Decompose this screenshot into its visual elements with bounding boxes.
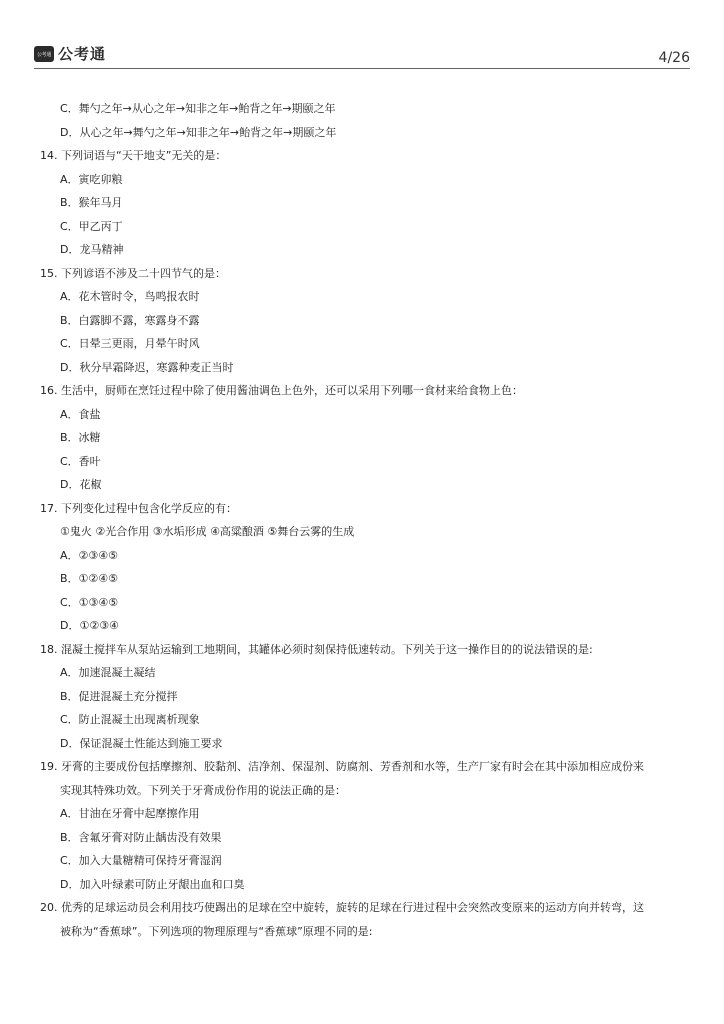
answer-option: B．白露脚不露，寒露身不露 [60,313,200,327]
answer-option: C．加入大量糖精可保持牙膏湿润 [60,854,222,867]
question-stem: 16. 生活中，厨师在烹饪过程中除了使用酱油调色上色外，还可以采用下列哪一食材来给食物上色： [40,384,523,397]
answer-option: A．食盐 [60,407,101,421]
answer-option: A．②③④⑤ [60,548,118,562]
question-stem: 18. 混凝土搅拌车从泵站运输到工地期间，其罐体必须时刻保持低速转动。下列关于这一操作目的的说法错误的是: [40,642,593,656]
page-number: 4/26 [658,50,690,66]
page-header [34,44,690,68]
answer-option: D．龙马精神 [60,243,124,256]
answer-option: C．日晕三更雨，月晕午时风 [60,337,200,350]
answer-option: D．花椒 [60,478,102,491]
header-divider [34,68,690,69]
brand-name: 公考通 [58,45,107,63]
answer-option: C．舞勺之年→从心之年→知非之年→鲐背之年→期颐之年 [60,102,336,115]
answer-option: D．①②③④ [60,619,119,632]
answer-option: B．促进混凝土充分搅拌 [60,689,178,703]
question-stem: 14. 下列词语与“天干地支”无关的是： [40,149,227,162]
brand-logo-icon: 公考通 [34,46,54,62]
document-body [40,102,690,948]
answer-option: D．从心之年→舞勺之年→知非之年→鲐背之年→期颐之年 [60,125,337,139]
question-stem-continued: 被称为“香蕉球”。下列选项的物理原理与“香蕉球”原理不同的是: [60,924,373,938]
answer-option: D．加入叶绿素可防止牙龈出血和口臭 [60,877,245,891]
answer-option: A．加速混凝土凝结 [60,666,156,679]
answer-option: A．寅吃卯粮 [60,172,123,186]
answer-option: C．①③④⑤ [60,595,119,609]
answer-option: B．猴年马月 [60,196,123,209]
answer-option: A．花木管时令，鸟鸣报农时 [60,290,200,303]
answer-option: C．香叶 [60,454,101,468]
answer-option: A．甘油在牙膏中起摩擦作用 [60,807,200,820]
question-stem-continued: 实现其特殊功效。下列关于牙膏成份作用的说法正确的是： [60,783,346,797]
answer-option: C．防止混凝土出现离析现象 [60,713,200,726]
answer-option: ①鬼火 ②光合作用 ③水垢形成 ④高粱酿酒 ⑤舞台云雾的生成 [60,525,355,538]
answer-option: B．含氟牙膏对防止龋齿没有效果 [60,830,222,844]
question-stem: 15. 下列谚语不涉及二十四节气的是： [40,266,226,280]
question-stem: 19. 牙膏的主要成份包括摩擦剂、胶黏剂、洁净剂、保湿剂、防腐剂、芳香剂和水等，生产厂家有时会在其中添加相应成份来 [40,760,644,773]
answer-option: D．秋分早霜降迟，寒露种麦正当时 [60,360,234,374]
answer-option: B．冰糖 [60,431,101,444]
answer-option: C．甲乙丙丁 [60,219,123,233]
answer-option: D．保证混凝土性能达到施工要求 [60,736,223,750]
question-stem: 17. 下列变化过程中包含化学反应的有： [40,501,237,515]
question-stem: 20. 优秀的足球运动员会利用技巧使踢出的足球在空中旋转，旋转的足球在行进过程中会突然改变原来的运动方向并转弯，这 [40,901,644,914]
answer-option: B．①②④⑤ [60,572,118,585]
